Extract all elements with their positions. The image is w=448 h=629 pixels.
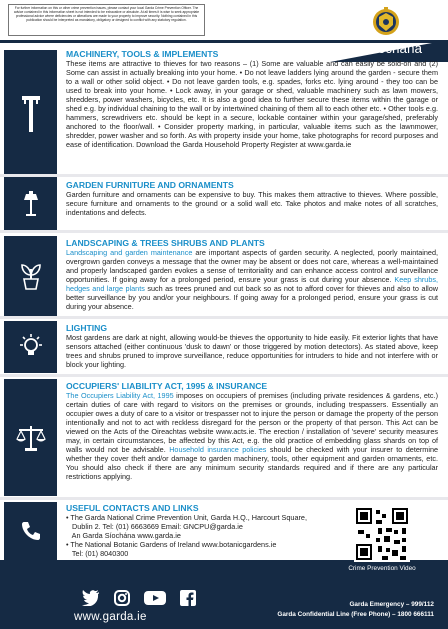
section-lighting-title: LIGHTING	[66, 323, 108, 333]
emergency-number: Garda Emergency – 999/112	[349, 601, 434, 608]
divider	[0, 316, 448, 319]
section-liability-text	[66, 391, 438, 481]
section-furniture	[0, 178, 448, 230]
landscaping-text-1: are important aspects of garden security. A neglected, poorly maintained, overgrown garden conveys a message that the owner may be absent or does not care, whereas a well-maintained and properly landscaped garden evokes a sense of territoriality and can enhance access control and surveillance opportunities. If going away for a prolonged period, ensure your grass is cut during your absence.	[66, 248, 438, 285]
divider	[0, 374, 448, 377]
icon-box-liability	[4, 379, 57, 496]
section-landscaping-text	[66, 248, 438, 311]
section-lighting	[0, 321, 448, 373]
potted-plant-icon	[18, 261, 44, 291]
contact-line: • The Garda National Crime Prevention Unit, Garda H.Q., Harcourt Square,	[66, 513, 307, 522]
section-landscaping-title: LANDSCAPING & TREES SHRUBS AND PLANTS	[66, 238, 265, 248]
twitter-icon[interactable]	[82, 590, 100, 606]
icon-box-lighting	[4, 321, 57, 373]
confidential-line: Garda Confidential Line (Free Phone) – 1800 666111	[277, 611, 434, 618]
section-liability	[0, 379, 448, 496]
liability-text-1: imposes on occupiers of premises (including private residences & gardens, etc.) certain duties of care with regard to visitors on the premises or grounds, including trespassers. Essentially an occupier owes a duty of care to a visitor or trespasser not to injure the person or damage the property of the person intentionally and not to act with reckless disregard for the person or the property of that person. This Act can be viewed on the Acts of the Oireachtas website www.acts.ie. The erection / installation of 'severe' security measures may, in certain circumstances, be affected by this Act, e.g. the old practice of embedding glass shards on top of walls would not be advisable.	[66, 391, 438, 455]
icon-box-machinery	[4, 50, 57, 178]
section-landscaping-body	[66, 238, 438, 311]
section-machinery-title: MACHINERY, TOOLS & IMPLEMENTS	[66, 49, 219, 59]
divider	[0, 497, 448, 500]
liability-text-2: should be checked with your insurer to determine whether they cover theft and/or damage to garden machinery, tools, other equipment and garden ornaments, etc. You should also check if there are any minimum security standards required and if there are any particular restrictions applying.	[66, 445, 439, 482]
liability-highlight-1: The Occupiers Liability Act, 1995	[66, 391, 174, 400]
landscaping-highlight-2: Keep shrubs, hedges and large plants	[66, 275, 438, 294]
section-furniture-title: GARDEN FURNITURE AND ORNAMENTS	[66, 180, 234, 190]
contact-line: • The National Botanic Gardens of Ireland www.botanicgardens.ie	[66, 540, 277, 550]
section-contacts-title: USEFUL CONTACTS AND LINKS	[66, 503, 199, 513]
section-machinery-body	[66, 49, 438, 149]
section-liability-title: OCCUPIERS' LIABILITY ACT, 1995 & INSURANCE	[66, 381, 268, 391]
phone-icon	[20, 520, 42, 542]
qr-code-icon[interactable]	[354, 506, 410, 562]
page-title: An Garda Síochána	[303, 41, 422, 56]
icon-box-contacts	[4, 502, 57, 560]
section-furniture-text: Garden furniture and ornaments can be expensive to buy. This makes them attractive to thieves. Where possible, secure furniture and ornaments to the ground or a solid wall etc. Take photos and make notes of all scratches, indentations and defects.	[66, 190, 438, 218]
divider	[0, 230, 448, 233]
section-machinery-text: These items are attractive to thieves for two reasons – (1) Some are valuable and can easily be sold-on and (2) Some can assist in actually breaking into your home. • Do not leave ladders lying around the garden - secure them to a wall or other solid object. • Do not leave garden tools, e.g. spades, forks etc. lying around - they too can be used to break into your home. • Lock away, in your garage or shed, valuable machinery such as lawn mowers, shredders, power washers, bicycles, etc. It is also a good idea to further secure these items within the garage or shed e.g. by individual chaining to the wall or by intertwined chaining of them all to each other etc. • Other tools e.g. hammers, screwdrivers etc. should be kept in a secure, lockable container within your garage/shed, preferably anchored to the floor/wall. • Consider property marking, in particular, valuable items such as the lawnmower, shredder, power washer and so forth. As with property inside your home, take photographs for record purposes and ease of identification. Download the Garda Household Property Register at www.garda.ie	[66, 59, 438, 150]
scales-of-justice-icon	[15, 423, 47, 453]
contacts-list	[66, 513, 348, 558]
light-bulb-icon	[17, 333, 45, 361]
footer-website-link[interactable]: www.garda.ie	[74, 611, 147, 623]
instagram-icon[interactable]	[114, 590, 130, 606]
icon-box-landscaping	[4, 236, 57, 316]
contact-line: An Garda Síochána www.garda.ie	[66, 531, 181, 541]
disclaimer-box	[8, 4, 205, 36]
qr-caption: Crime Prevention Video	[348, 565, 416, 572]
section-contacts-body	[66, 503, 348, 558]
contact-line: Tel: (01) 8040300	[66, 549, 129, 559]
section-liability-body	[66, 381, 438, 481]
icon-box-furniture	[4, 178, 57, 230]
landscaping-text-2: such as trees pruned and cut back so as not to afford cover for thieves and also to allow better surveillance by you and/or your neighbours. If going away for a prolonged period, ensure your grass is cut during your absence.	[66, 284, 438, 312]
youtube-icon[interactable]	[144, 590, 166, 606]
section-machinery	[0, 47, 448, 179]
landscaping-highlight-1: Landscaping and garden maintenance	[66, 248, 193, 257]
section-lighting-body	[66, 323, 438, 369]
liability-highlight-2: Household insurance policies	[169, 445, 267, 455]
disclaimer-text: For further information on this or other crime prevention issues, please contact your local Garda Crime Prevention Officer. The advice contained in this information sheet is not intended to be exhaustive or absolute. At all times it is wise to seek appropriate professional advice where deficiencies or alterations are made to your property to improve security. Nothing contained in this publication should be interpreted as mandatory, obligatory or designed to conflict with any statutory regulation.	[13, 6, 200, 22]
divider	[0, 174, 448, 177]
garda-crest-logo	[372, 5, 400, 39]
facebook-icon[interactable]	[180, 590, 196, 606]
section-lighting-text: Most gardens are dark at night, allowing would-be thieves the opportunity to hide easily. Fit exterior lights that have sensors attached (either continuous 'dusk to dawn' or those triggered by motion detectors). As stated above, keep trees and shrubs pruned to improve surveillance, reduce opportunities for intruders to hide and not interfere with or block your lighting.	[66, 333, 438, 370]
section-landscaping	[0, 236, 448, 316]
section-furniture-body	[66, 180, 438, 217]
contact-line: Dublin 2. Tel: (01) 6663669 Email: GNCPU@garda.ie	[66, 522, 243, 532]
lamp-post-icon	[20, 190, 42, 218]
ladder-icon	[18, 94, 44, 134]
